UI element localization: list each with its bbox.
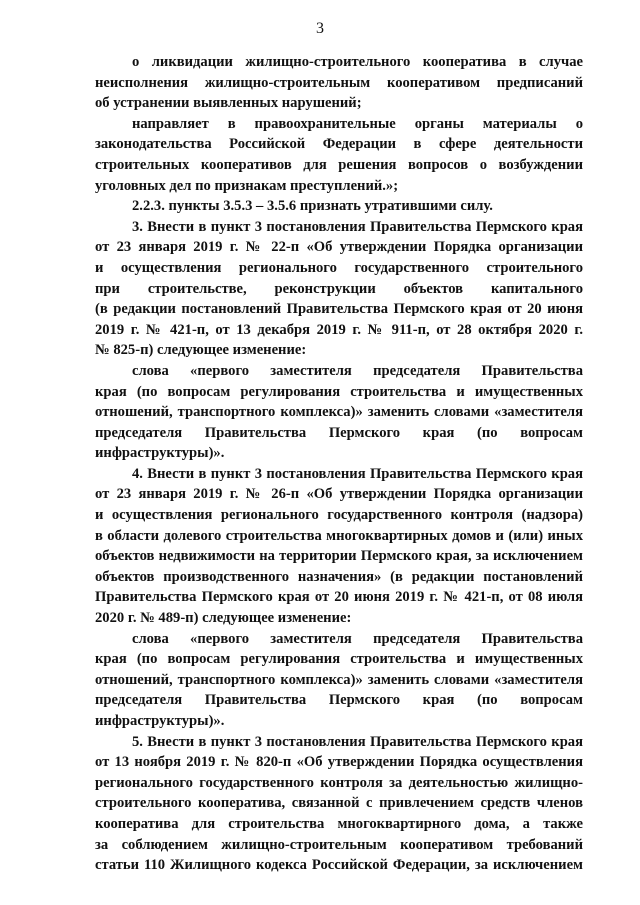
text-line: председателя Правительства Пермского края (по вопросам (95, 424, 583, 441)
text-line: кооператива для строительства многоквартирного дома, а также (95, 815, 583, 832)
text-line: и осуществления регионального государственного контроля (надзора) (95, 507, 583, 524)
text-line: регионального государственного контроля за деятельностью жилищно- (95, 774, 583, 791)
text-line: об устранении выявленных нарушений; (95, 95, 362, 112)
text-line: строительных кооперативов для решения вопросов о возбуждении (95, 156, 583, 173)
text-line: от 13 ноября 2019 г. № 820-п «Об утверждении Порядка осуществления (95, 754, 583, 771)
text-line: и осуществления регионального государственного строительного (95, 259, 583, 276)
text-line: инфраструктуры)». (95, 713, 225, 729)
text-line: 2.2.3. пункты 3.5.3 – 3.5.6 признать утратившими силу. (132, 198, 493, 215)
text-line: 2020 г. № 489-п) следующее изменение: (95, 610, 352, 627)
text-line: (в редакции постановлений Правительства Пермского края от 20 июня (95, 301, 583, 318)
text-line: инфраструктуры)». (95, 445, 225, 462)
text-line: края (по вопросам регулирования строительства и имущественных (95, 383, 583, 400)
text-line: Правительства Пермского края от 20 июня 2019 г. № 421-п, от 08 июля (95, 589, 583, 606)
text-line: в области долевого строительства многоквартирных домов и (или) иных (95, 527, 583, 544)
text-line: объектов недвижимости на территории Пермского края, за исключением (95, 548, 583, 565)
text-line: неисполнения жилищно-строительным кооперативом предписаний (95, 74, 583, 91)
text-line: от 23 января 2019 г. № 22-п «Об утверждении Порядка организации (95, 239, 583, 256)
text-line: статьи 110 Жилищного кодекса Российской Федерации, за исключением (95, 857, 583, 874)
text-line: 3. Внести в пункт 3 постановления Правительства Пермского края (132, 218, 583, 235)
text-line: 5. Внести в пункт 3 постановления Правительства Пермского края (132, 733, 583, 750)
text-line: при строительстве, реконструкции объектов капитального (95, 280, 583, 297)
text-line: уголовных дел по признакам преступлений.»; (95, 177, 399, 194)
text-line: отношений, транспортного комплекса)» заменить словами «заместителя (95, 671, 583, 688)
text-line: отношений, транспортного комплекса)» заменить словами «заместителя (95, 404, 583, 421)
text-line: слова «первого заместителя председателя Правительства (132, 630, 583, 647)
text-line: объектов производственного назначения» (в редакции постановлений (95, 568, 583, 585)
text-line: о ликвидации жилищно-строительного кооператива в случае (132, 54, 583, 70)
text-line: края (по вопросам регулирования строительства и имущественных (95, 651, 583, 668)
text-line: направляет в правоохранительные органы материалы о (132, 115, 583, 132)
text-line: строительного кооператива, связанной с привлечением средств членов (95, 795, 583, 812)
text-line: председателя Правительства Пермского края (по вопросам (95, 692, 583, 709)
page-number: 3 (316, 20, 324, 37)
text-line: за соблюдением жилищно-строительным кооперативом требований (95, 836, 583, 853)
text-line: слова «первого заместителя председателя Правительства (132, 362, 583, 379)
text-line: № 825-п) следующее изменение: (95, 342, 307, 359)
document-body (95, 52, 583, 876)
text-line: 4. Внести в пункт 3 постановления Правительства Пермского края (132, 465, 583, 482)
text-line: от 23 января 2019 г. № 26-п «Об утверждении Порядка организации (95, 486, 583, 503)
text-line: 2019 г. № 421-п, от 13 декабря 2019 г. № 911-п, от 28 октября 2020 г. (95, 321, 583, 338)
text-line: законодательства Российской Федерации в сфере деятельности (95, 136, 583, 153)
